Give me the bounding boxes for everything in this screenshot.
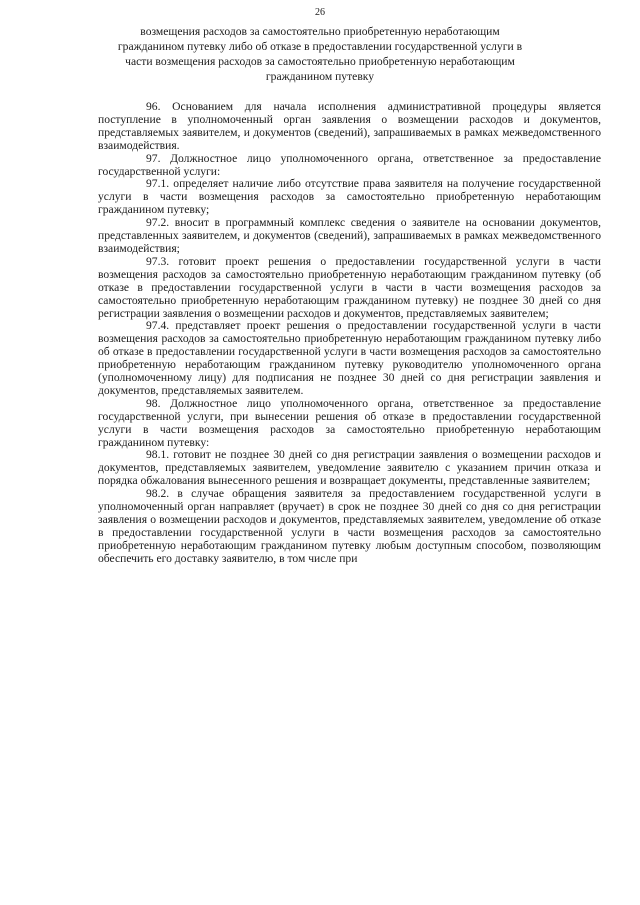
paragraph-98-2: 98.2. в случае обращения заявителя за предоставлением государственной услуги в уполномоченный орган направляет (вручает) в срок не позднее 30 дней со дня со дня регистрации заявления о возмещении расходов и документов, представляемых заявителем, уведомление об отказе в предоставлении государственной услуги в части возмещения расходов за самостоятельно приобретенную неработающим гражданином путевку любым доступным способом, позволяющим обеспечить его доставку заявителю, в том числе при xyxy=(98,487,601,565)
paragraph-97-2: 97.2. вносит в программный комплекс сведения о заявителе на основании документов, представленных заявителем, и документов (сведений), запрашиваемых в рамках межведомственного взаимодействия; xyxy=(98,216,601,255)
paragraph-97: 97. Должностное лицо уполномоченного органа, ответственное за предоставление государственной услуги: xyxy=(98,151,601,178)
paragraph-98-1: 98.1. готовит не позднее 30 дней со дня регистрации заявления о возмещении расходов и документов, представляемых заявителем, уведомление заявителю с указанием причин отказа и порядка обжалования вынесенного решения и возвращает документы, представленные заявителем; xyxy=(98,448,601,488)
paragraph-97-3: 97.3. готовит проект решения о предоставлении государственной услуги в части возмещения расходов за самостоятельно приобретенную неработающим гражданином путевку (об отказе в предоставлении государственной услуги в части в части возмещения расходов за самостоятельно приобретенную неработающим гражданином путевку) не позднее 30 дней со дня регистрации заявления о возмещении расходов и документов, представляемых заявителем; xyxy=(98,254,601,320)
page-number: 26 xyxy=(315,7,325,18)
section-heading: возмещения расходов за самостоятельно приобретенную неработающим гражданином путевку либо об отказе в предоставлении государственной услуги в части возмещения расходов за самостоятельно приобретенную неработающим гражданином путевку xyxy=(117,25,523,83)
paragraph-98: 98. Должностное лицо уполномоченного органа, ответственное за предоставление государственной услуги, при вынесении решения об отказе в предоставлении государственной услуги в части возмещения расходов за самостоятельно приобретенную неработающим гражданином путевку: xyxy=(98,396,601,449)
body-text xyxy=(98,101,601,566)
paragraph-96: 96. Основанием для начала исполнения административной процедуры является поступление в уполномоченный орган заявления о возмещении расходов и документов, представляемых заявителем, и документов (сведений), запрашиваемых в рамках межведомственного взаимодействия. xyxy=(98,100,601,152)
paragraph-97-4: 97.4. представляет проект решения о предоставлении государственной услуги в части возмещения расходов за самостоятельно приобретенную неработающим гражданином путевку либо об отказе в предоставлении государственной услуги в части возмещения расходов за самостоятельно приобретенную неработающим гражданином путевку руководителю уполномоченного органа (уполномоченному лицу) для подписания не позднее 30 дней со дня регистрации заявления и документов, представляемых заявителем. xyxy=(98,319,601,397)
paragraph-97-1: 97.1. определяет наличие либо отсутствие права заявителя на получение государственной услуги в части возмещения расходов за самостоятельно приобретенную неработающим гражданином путевку; xyxy=(98,177,601,217)
